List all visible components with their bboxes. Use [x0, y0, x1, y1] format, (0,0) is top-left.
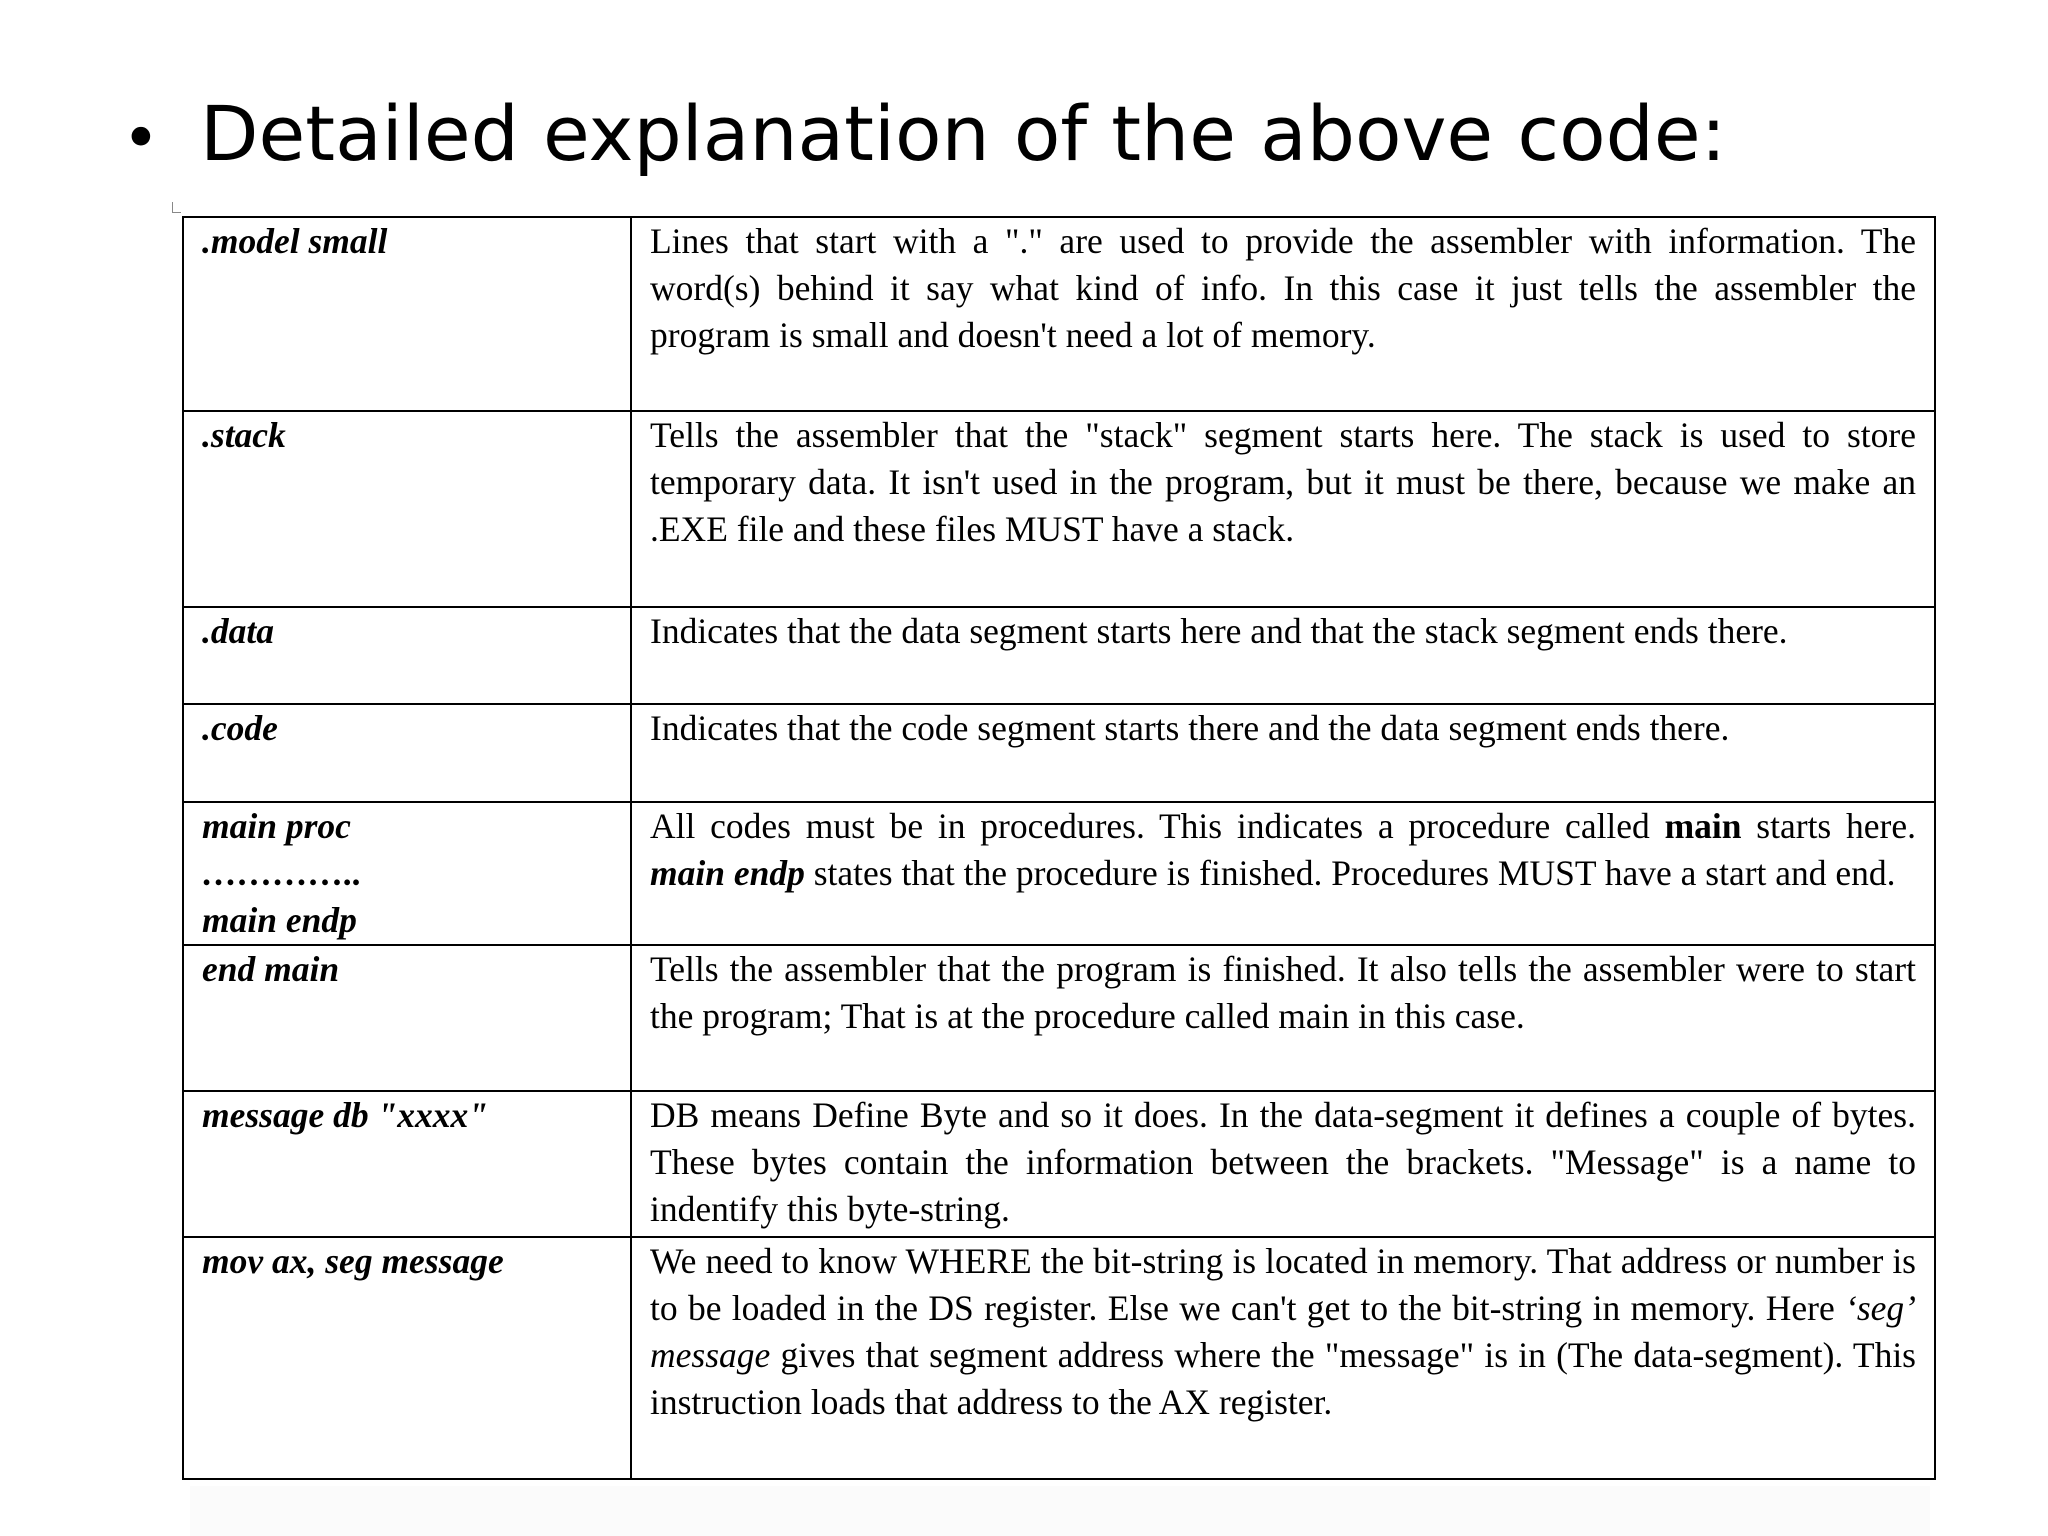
description-text: main endp [650, 853, 805, 893]
slide-footer-area [190, 1486, 1930, 1536]
explanation-table [182, 216, 1936, 1480]
table-anchor-icon [172, 202, 181, 213]
slide-title [122, 84, 1726, 189]
description-text: Lines that start with a "." are used to provide the assembler with information. The word(s) behind it say what kind of info. In this case it just tells the assembler the program is small and doesn't need a lot of memory. [650, 221, 1916, 355]
description-text: DB means Define Byte and so it does. In the data-segment it defines a couple of bytes. These bytes contain the information between the brackets. "Message" is a name to indentify this byte-string. [650, 1095, 1916, 1229]
table-row [183, 1237, 1935, 1479]
table-row [183, 945, 1935, 1091]
code-cell: main proc ………….. main endp [183, 802, 631, 945]
table-row [183, 802, 1935, 945]
code-cell: .data [183, 607, 631, 704]
description-cell [631, 945, 1935, 1091]
table-row [183, 411, 1935, 607]
table-row [183, 704, 1935, 802]
slide-title-text: Detailed explanation of the above code: [200, 89, 1727, 178]
description-text: Indicates that the code segment starts there and the data segment ends there. [650, 708, 1730, 748]
bullet-icon: • [122, 102, 160, 176]
description-cell [631, 217, 1935, 411]
code-cell: mov ax, seg message [183, 1237, 631, 1479]
description-cell [631, 607, 1935, 704]
table-row [183, 217, 1935, 411]
description-cell [631, 1237, 1935, 1479]
code-cell: message db "xxxx" [183, 1091, 631, 1237]
description-text: We need to know WHERE the bit-string is located in memory. That address or number is to be loaded in the DS register. Else we can't get to the bit-string in memory. Here [650, 1241, 1916, 1328]
description-text: All codes must be in procedures. This indicates a procedure called [650, 806, 1665, 846]
code-cell: end main [183, 945, 631, 1091]
description-text: Tells the assembler that the "stack" segment starts here. The stack is used to store temporary data. It isn't used in the program, but it must be there, because we make an .EXE file and these files MUST have a stack. [650, 415, 1916, 549]
description-text: Indicates that the data segment starts here and that the stack segment ends there. [650, 611, 1788, 651]
description-text: Tells the assembler that the program is finished. It also tells the assembler were to start the program; That is at the procedure called main in this case. [650, 949, 1916, 1036]
description-text: main [1664, 806, 1742, 846]
description-text: ‘seg’ message [650, 1288, 1916, 1375]
description-text: starts here. [1741, 806, 1916, 846]
code-cell: .code [183, 704, 631, 802]
code-cell: .model small [183, 217, 631, 411]
table-row [183, 607, 1935, 704]
code-cell: .stack [183, 411, 631, 607]
table-row [183, 1091, 1935, 1237]
description-text: states that the procedure is finished. Procedures MUST have a start and end. [804, 853, 1896, 893]
description-cell [631, 1091, 1935, 1237]
description-text: gives that segment address where the "message" is in (The data-segment). This instruction loads that address to the AX register. [650, 1335, 1916, 1422]
description-cell [631, 802, 1935, 945]
description-cell [631, 704, 1935, 802]
description-cell [631, 411, 1935, 607]
